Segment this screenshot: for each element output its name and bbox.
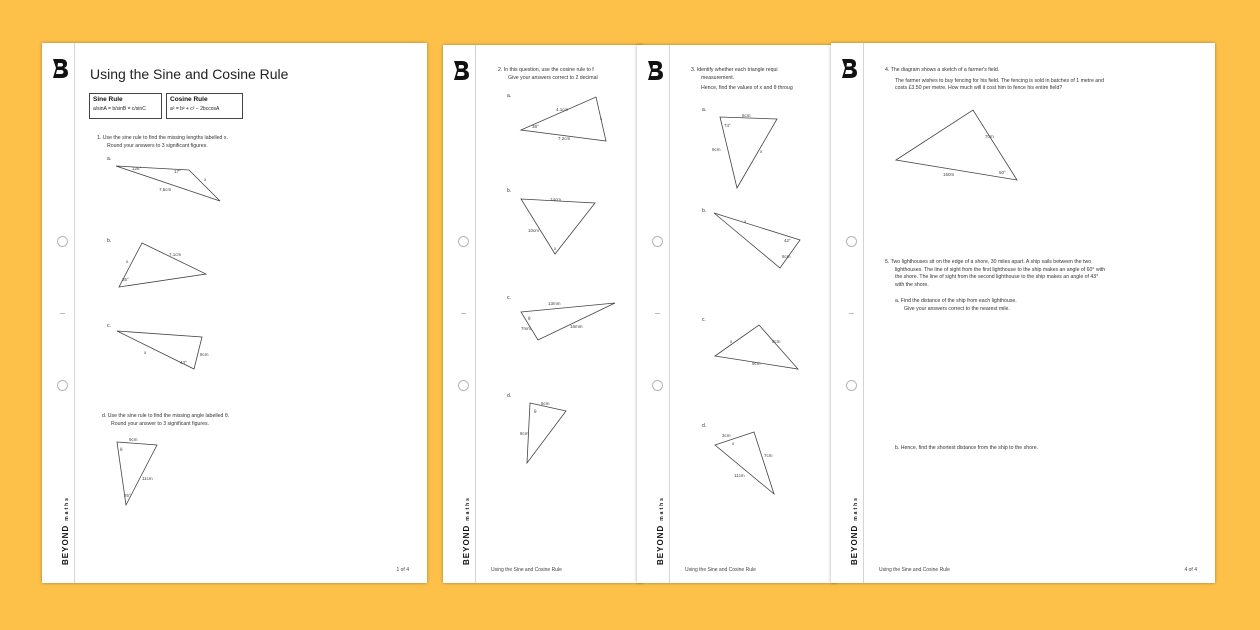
- svg-text:8cm: 8cm: [200, 352, 209, 357]
- triangle-figure-c: [114, 326, 214, 376]
- beyond-logo-icon: [646, 59, 664, 81]
- svg-text:26°: 26°: [124, 493, 131, 498]
- triangle-figure-a: [712, 111, 782, 191]
- binding-strip: [831, 43, 864, 583]
- svg-text:x: x: [126, 259, 129, 264]
- fold-mark: [655, 313, 660, 314]
- part-d-label: d.: [507, 393, 512, 399]
- svg-text:43°: 43°: [180, 360, 187, 365]
- svg-text:9cm: 9cm: [752, 361, 761, 366]
- svg-text:x: x: [744, 219, 747, 224]
- svg-text:50°: 50°: [999, 170, 1006, 175]
- part-b-label: b.: [107, 238, 112, 244]
- svg-text:8cm: 8cm: [782, 254, 791, 259]
- svg-text:70m: 70m: [985, 134, 994, 139]
- triangle-figure-c: [518, 300, 618, 345]
- svg-text:126°: 126°: [132, 166, 142, 171]
- part-c-label: c.: [702, 317, 706, 323]
- svg-text:42°: 42°: [784, 238, 791, 243]
- svg-text:7.1cm: 7.1cm: [169, 252, 182, 257]
- question-2-text: 2. In this question, use the cosine rule to f Give your answers correct to 2 decimal: [498, 67, 598, 81]
- svg-text:9cm: 9cm: [129, 437, 138, 442]
- worksheet-page-3: [637, 45, 837, 583]
- page-number: 4 of 4: [1184, 567, 1197, 573]
- punch-hole: [458, 380, 469, 391]
- svg-text:16mm: 16mm: [570, 324, 583, 329]
- footer-text: Using the Sine and Cosine Rule: [491, 567, 562, 573]
- worksheet-page-4: [831, 43, 1215, 583]
- svg-text:17°: 17°: [174, 169, 181, 174]
- beyond-logo-icon: [452, 59, 470, 81]
- svg-text:150m: 150m: [943, 172, 955, 177]
- punch-hole: [57, 380, 68, 391]
- svg-text:7.2cm: 7.2cm: [558, 136, 571, 141]
- triangle-figure-b: [114, 241, 214, 291]
- triangle-figure-a: [114, 161, 224, 206]
- punch-hole: [846, 236, 857, 247]
- svg-text:11cm: 11cm: [142, 476, 153, 481]
- svg-text:6cm: 6cm: [541, 401, 550, 406]
- triangle-figure-c: [712, 323, 802, 373]
- part-c-label: c.: [507, 295, 511, 301]
- svg-text:13mm: 13mm: [548, 301, 561, 306]
- cosine-rule-box: Cosine Rule a² = b² + c² − 2bccosA: [166, 93, 243, 119]
- svg-text:θ: θ: [528, 316, 531, 321]
- svg-text:35°: 35°: [122, 277, 129, 282]
- question-4-text: 4. The diagram shows a sketch of a farmer's field. The farmer wishes to buy fencing for his field. The fencing is sold in batches of 1 metre and costs £3.50 per metre. How much will it cost him to fence his entire field?: [885, 67, 1104, 92]
- svg-text:5cm: 5cm: [742, 113, 751, 118]
- svg-text:11cm: 11cm: [734, 473, 745, 478]
- svg-text:x: x: [760, 149, 763, 154]
- page-number: 1 of 4: [396, 567, 409, 573]
- part-b-label: b.: [702, 208, 707, 214]
- svg-text:38°: 38°: [532, 124, 539, 129]
- question-5a-text: a. Find the distance of the ship from each lighthouse. Give your answers correct to the nearest mile.: [895, 298, 1017, 312]
- punch-hole: [57, 236, 68, 247]
- footer-text: Using the Sine and Cosine Rule: [685, 567, 756, 573]
- svg-text:8cm: 8cm: [520, 431, 529, 436]
- svg-text:4.1cm: 4.1cm: [556, 107, 569, 112]
- field-triangle-figure: [893, 108, 1023, 183]
- worksheet-page-1: [42, 43, 427, 583]
- part-b-label: b.: [507, 188, 512, 194]
- part-d-label: d.: [702, 423, 707, 429]
- svg-text:7mm: 7mm: [521, 326, 531, 331]
- svg-text:x: x: [554, 246, 557, 251]
- brand-vertical: BEYONDmaths: [61, 496, 70, 565]
- brand-vertical: BEYONDmaths: [656, 496, 665, 565]
- question-1-text: 1. Use the sine rule to find the missing lengths labelled x. Round your answers to 3 significant figures.: [97, 135, 228, 149]
- triangle-figure-b: [712, 210, 802, 270]
- svg-text:θ: θ: [534, 409, 537, 414]
- svg-text:x: x: [144, 350, 147, 355]
- question-5-text: 5. Two lighthouses sit on the edge of a shore, 30 miles apart. A ship sails between the two lighthouses. The line of sight from the first lighthouse to the ship makes an angle of 60° with the shore. The line of sight from the second lighthouse to the ship makes an angle of 43° with the shore.: [885, 259, 1106, 288]
- svg-text:x: x: [732, 441, 735, 446]
- punch-hole: [458, 236, 469, 247]
- svg-text:9cm: 9cm: [712, 147, 721, 152]
- svg-text:x: x: [730, 339, 733, 344]
- part-a-label: a.: [702, 107, 707, 113]
- punch-hole: [652, 380, 663, 391]
- fold-mark: [849, 313, 854, 314]
- beyond-logo-icon: [51, 57, 69, 79]
- svg-text:7.5cm: 7.5cm: [159, 187, 172, 192]
- svg-text:x: x: [600, 116, 603, 121]
- beyond-logo-icon: [840, 57, 858, 79]
- fold-mark: [461, 313, 466, 314]
- svg-text:8cm: 8cm: [772, 339, 781, 344]
- svg-text:74°: 74°: [724, 123, 731, 128]
- punch-hole: [652, 236, 663, 247]
- part-c-label: c.: [107, 323, 111, 329]
- triangle-figure-a: [518, 95, 608, 145]
- question-5b-text: b. Hence, find the shortest distance from the ship to the shore.: [895, 445, 1039, 451]
- brand-vertical: BEYONDmaths: [850, 496, 859, 565]
- binding-strip: [42, 43, 75, 583]
- svg-text:10cm: 10cm: [528, 228, 540, 233]
- svg-text:x: x: [204, 177, 207, 182]
- punch-hole: [846, 380, 857, 391]
- brand-vertical: BEYONDmaths: [462, 496, 471, 565]
- triangle-figure-b: [518, 197, 598, 257]
- question-3-text: 3. Identify whether each triangle requi measurement. Hence, find the values of x and θ throug: [691, 67, 793, 92]
- triangle-figure-d: [518, 397, 578, 467]
- svg-text:14cm: 14cm: [550, 197, 562, 202]
- triangle-figure-d: [114, 435, 164, 510]
- worksheet-page-2: [443, 45, 643, 583]
- worksheet-title: Using the Sine and Cosine Rule: [90, 66, 289, 82]
- binding-strip: [443, 45, 476, 583]
- part-a-label: a.: [507, 93, 512, 99]
- svg-text:3cm: 3cm: [722, 433, 731, 438]
- triangle-figure-d: [712, 427, 782, 497]
- part-d-text: d. Use the sine rule to find the missing angle labelled θ. Round your answer to 3 significant figures.: [102, 413, 230, 427]
- fold-mark: [60, 313, 65, 314]
- svg-text:7cm: 7cm: [764, 453, 773, 458]
- svg-text:θ: θ: [120, 447, 123, 452]
- part-a-label: a.: [107, 156, 112, 162]
- footer-text: Using the Sine and Cosine Rule: [879, 567, 950, 573]
- sine-rule-box: Sine Rule a/sinA = b/sinB = c/sinC: [89, 93, 162, 119]
- binding-strip: [637, 45, 670, 583]
